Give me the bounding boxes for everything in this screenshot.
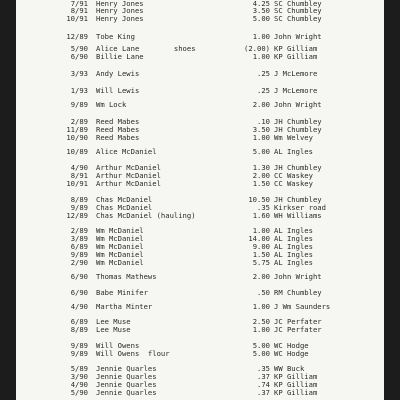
entry-name: Arthur McDaniel — [96, 171, 161, 180]
entry-amount: 2.50 — [252, 317, 270, 326]
entry-payee: J McLemore — [274, 86, 318, 95]
entry-payee: AL Ingles — [274, 147, 313, 156]
entry-date: 6/90 — [70, 52, 88, 61]
entry-payee: AL Ingles — [274, 234, 313, 243]
entry-name: Alice Lane shoes — [96, 44, 196, 53]
entry-payee: John Wright — [274, 272, 322, 281]
entry-name: Chas McDaniel (hauling) — [96, 211, 196, 220]
ledger-row — [16, 70, 384, 78]
ledger-row — [16, 148, 384, 156]
entry-payee: AL Ingles — [274, 250, 313, 259]
entry-name: Chas McDaniel — [96, 195, 153, 204]
ledger-row — [16, 350, 384, 358]
entry-name: Andy Lewis — [96, 69, 140, 78]
entry-amount: 1.00 — [252, 302, 270, 311]
entry-date: 8/91 — [70, 171, 88, 180]
entry-amount: 5.00 — [252, 341, 270, 350]
entry-amount: 2.00 — [252, 100, 270, 109]
entry-payee: SC Chumbley — [274, 14, 322, 23]
entry-name: Jennie Quarles — [96, 364, 157, 373]
entry-payee: JH Chumbley — [274, 163, 322, 172]
entry-date: 4/90 — [70, 163, 88, 172]
entry-date: 12/89 — [66, 211, 88, 220]
entry-amount: 5.75 — [252, 258, 270, 267]
entry-amount: 9.00 — [252, 242, 270, 251]
entry-payee: JH Chumbley — [274, 195, 322, 204]
ledger-row — [16, 15, 384, 23]
entry-amount: 3.50 — [252, 6, 270, 15]
entry-amount: 1.50 — [252, 179, 270, 188]
entry-payee: CC Waskey — [274, 171, 313, 180]
entry-date: 9/89 — [70, 349, 88, 358]
ledger-row — [16, 273, 384, 281]
entry-date: 4/90 — [70, 302, 88, 311]
entry-amount: 14.00 — [248, 234, 270, 243]
entry-payee: John Wright — [274, 100, 322, 109]
entry-payee: JH Chumbley — [274, 125, 322, 134]
ledger-row — [16, 33, 384, 41]
ledger-row — [16, 180, 384, 188]
entry-payee: KP Gilliam — [274, 388, 318, 397]
entry-date: 10/91 — [66, 14, 88, 23]
entry-name: Alice McDaniel — [96, 147, 157, 156]
entry-amount: 2.00 — [252, 272, 270, 281]
entry-amount: .37 — [257, 388, 270, 397]
entry-payee: WH Williams — [274, 211, 322, 220]
entry-amount: 1.00 — [252, 52, 270, 61]
entry-payee: J McLemore — [274, 69, 318, 78]
entry-date: 2/89 — [70, 226, 88, 235]
entry-name: Reed Mabes — [96, 125, 140, 134]
entry-date: 9/89 — [70, 100, 88, 109]
entry-name: Jennie Quarles — [96, 372, 157, 381]
entry-date: 9/89 — [70, 341, 88, 350]
entry-date: 6/90 — [70, 288, 88, 297]
ledger-row — [16, 212, 384, 220]
entry-name: Martha Minter — [96, 302, 153, 311]
entry-date: 7/91 — [70, 0, 88, 8]
entry-name: Henry Jones — [96, 6, 144, 15]
entry-amount: .10 — [257, 117, 270, 126]
entry-name: Henry Jones — [96, 0, 144, 8]
ledger-row — [16, 326, 384, 334]
entry-name: Wm McDaniel — [96, 234, 144, 243]
entry-payee: Kirkser road — [274, 203, 326, 212]
entry-name: Babe Minifer — [96, 288, 148, 297]
entry-date: 3/93 — [70, 69, 88, 78]
entry-amount: 1.60 — [252, 211, 270, 220]
ledger-row — [16, 53, 384, 61]
ledger-row — [16, 389, 384, 397]
entry-name: Wm McDaniel — [96, 242, 144, 251]
entry-payee: SC Chumbley — [274, 0, 322, 8]
entry-name: Chas McDaniel — [96, 203, 153, 212]
entry-payee: JC Perfater — [274, 317, 322, 326]
entry-amount: .35 — [257, 364, 270, 373]
entry-name: Will Owens flour — [96, 349, 170, 358]
entry-payee: John Wright — [274, 32, 322, 41]
entry-date: 8/91 — [70, 6, 88, 15]
entry-amount: 1.00 — [252, 226, 270, 235]
entry-date: 5/89 — [70, 364, 88, 373]
entry-payee: RM Chumbley — [274, 288, 322, 297]
entry-name: Tobe King — [96, 32, 135, 41]
entry-payee: SC Chumbley — [274, 6, 322, 15]
entry-name: Wm Lock — [96, 100, 127, 109]
entry-date: 2/89 — [70, 117, 88, 126]
ledger-row — [16, 259, 384, 267]
entry-date: 6/89 — [70, 317, 88, 326]
entry-amount: .25 — [257, 69, 270, 78]
entry-amount: .50 — [257, 288, 270, 297]
entry-payee: CC Waskey — [274, 179, 313, 188]
entry-amount: .37 — [257, 372, 270, 381]
entry-name: Will Owens — [96, 341, 140, 350]
entry-date: 6/89 — [70, 242, 88, 251]
entry-name: Lee Muse — [96, 317, 131, 326]
entry-date: 3/90 — [70, 372, 88, 381]
entry-payee: KP Gilliam — [274, 52, 318, 61]
entry-payee: JH Chumbley — [274, 117, 322, 126]
ledger-row — [16, 134, 384, 142]
entry-name: Arthur McDaniel — [96, 163, 161, 172]
entry-date: 4/90 — [70, 380, 88, 389]
entry-amount: 1.00 — [252, 133, 270, 142]
entry-amount: (2.00) — [244, 44, 270, 53]
entry-name: Wm McDaniel — [96, 250, 144, 259]
entry-amount: .25 — [257, 86, 270, 95]
entry-name: Henry Jones — [96, 14, 144, 23]
entry-amount: 5.00 — [252, 14, 270, 23]
entry-amount: 4.25 — [252, 0, 270, 8]
entry-name: Arthur McDaniel — [96, 179, 161, 188]
entry-date: 1/93 — [70, 86, 88, 95]
entry-payee: KP Gilliam — [274, 44, 318, 53]
entry-amount: 1.00 — [252, 325, 270, 334]
entry-amount: 2.00 — [252, 171, 270, 180]
entry-amount: 5.00 — [252, 147, 270, 156]
entry-date: 6/90 — [70, 272, 88, 281]
entry-payee: WC Hodge — [274, 341, 309, 350]
entry-amount: 1.50 — [252, 250, 270, 259]
entry-payee: WW Buck — [274, 364, 305, 373]
entry-payee: AL Ingles — [274, 258, 313, 267]
entry-name: Jennie Quarles — [96, 388, 157, 397]
ledger-row — [16, 101, 384, 109]
entry-amount: 1.30 — [252, 163, 270, 172]
entry-date: 2/90 — [70, 258, 88, 267]
entry-payee: KP Gilliam — [274, 372, 318, 381]
entry-amount: 5.00 — [252, 349, 270, 358]
entry-date: 9/89 — [70, 203, 88, 212]
entry-date: 5/90 — [70, 44, 88, 53]
entry-name: Thomas Mathews — [96, 272, 157, 281]
entry-amount: 1.00 — [252, 32, 270, 41]
entry-date: 3/89 — [70, 234, 88, 243]
entry-payee: Wm Welvey — [274, 133, 313, 142]
entry-date: 10/90 — [66, 133, 88, 142]
entry-date: 9/89 — [70, 250, 88, 259]
ledger-row — [16, 87, 384, 95]
entry-amount: 10.50 — [248, 195, 270, 204]
entry-payee: J Wm Saunders — [274, 302, 331, 311]
entry-name: Reed Mabes — [96, 133, 140, 142]
entry-payee: WC Hodge — [274, 349, 309, 358]
entry-date: 5/90 — [70, 388, 88, 397]
entry-date: 12/89 — [66, 32, 88, 41]
entry-date: 10/89 — [66, 147, 88, 156]
entry-amount: .74 — [257, 380, 270, 389]
entry-name: Lee Muse — [96, 325, 131, 334]
entry-payee: KP Gilliam — [274, 380, 318, 389]
entry-name: Reed Mabes — [96, 117, 140, 126]
entry-payee: AL Ingles — [274, 242, 313, 251]
entry-date: 8/89 — [70, 325, 88, 334]
entry-name: Billie Lane — [96, 52, 144, 61]
ledger-row — [16, 289, 384, 297]
entry-name: Will Lewis — [96, 86, 140, 95]
entry-payee: JC Perfater — [274, 325, 322, 334]
entry-date: 8/89 — [70, 195, 88, 204]
entry-date: 10/91 — [66, 179, 88, 188]
entry-amount: 3.50 — [252, 125, 270, 134]
ledger-row — [16, 303, 384, 311]
entry-amount: .35 — [257, 203, 270, 212]
entry-date: 11/89 — [66, 125, 88, 134]
entry-payee: AL Ingles — [274, 226, 313, 235]
ledger-page — [16, 0, 384, 400]
entry-name: Wm McDaniel — [96, 226, 144, 235]
entry-name: Wm McDaniel — [96, 258, 144, 267]
entry-name: Jennie Quarles — [96, 380, 157, 389]
